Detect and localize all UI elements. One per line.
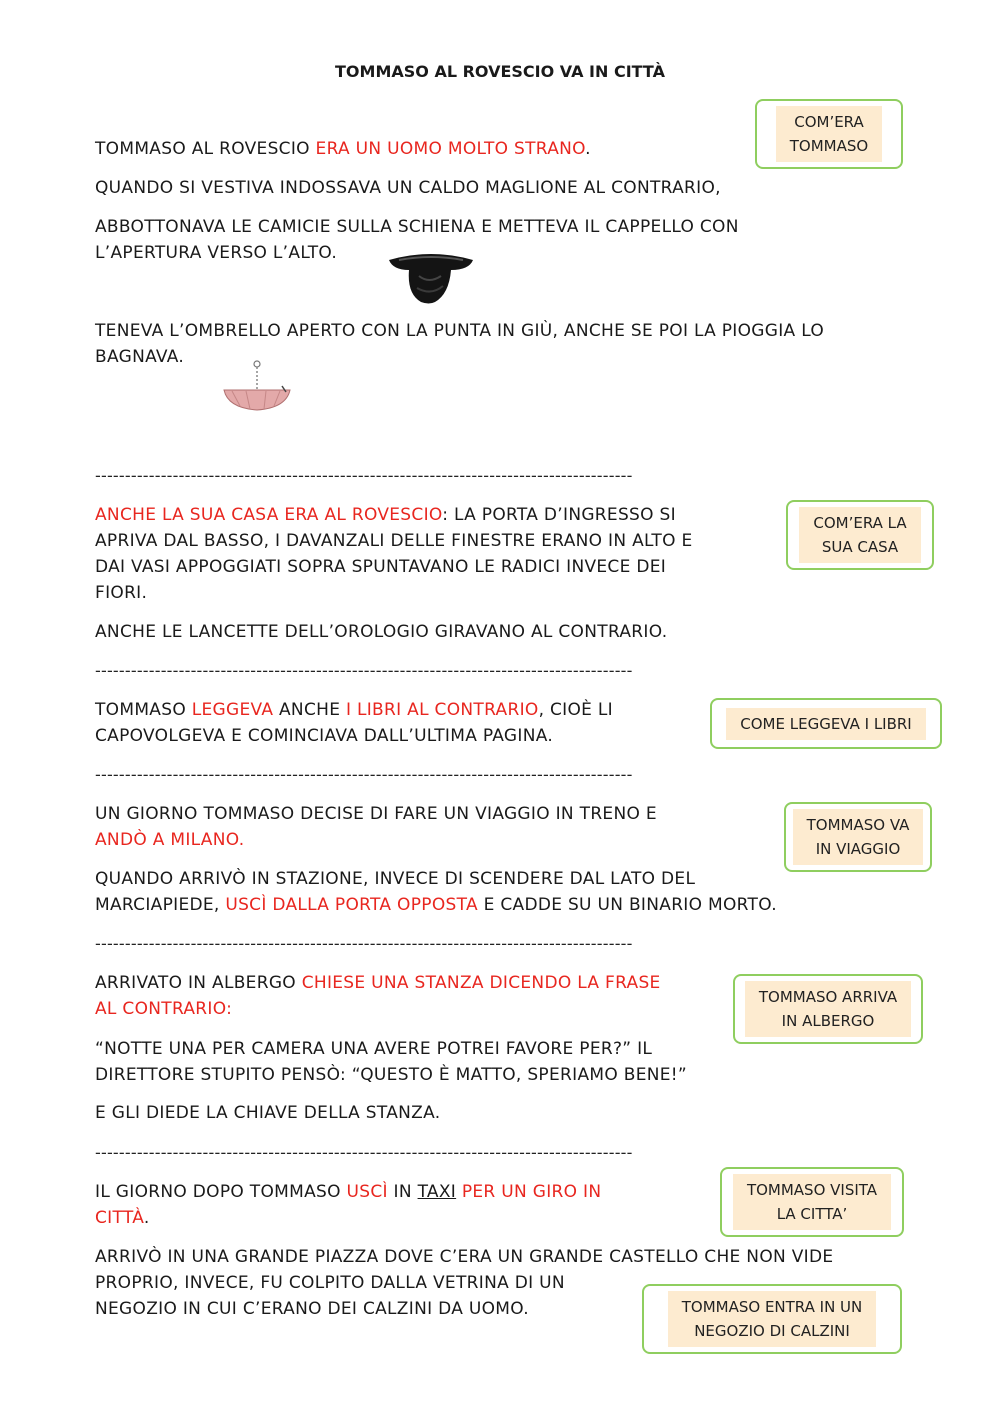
separator: ------------------------------------------------------------------------------------------ [95,1143,633,1162]
highlight-text: ANCHE LA SUA CASA ERA AL ROVESCIO [95,505,443,525]
highlight-text: I LIBRI AL CONTRARIO [345,700,539,720]
paragraph-13 [95,1179,601,1231]
text-line: FIORI. [95,583,148,603]
text: TOMMASO [95,700,192,720]
text: , CIOÈ LI [538,700,613,720]
label-text: COM’ERA LA SUA CASA [799,507,920,563]
underlined-text: TAXI [417,1182,457,1202]
paragraph-5 [95,502,693,606]
label-text: COM’ERA TOMMASO [776,106,882,162]
highlight-text: USCÌ [346,1182,388,1202]
text: TOMMASO AL ROVESCIO [95,139,316,159]
label-box-albergo[interactable] [733,974,923,1044]
label-text: TOMMASO VISITA LA CITTA’ [733,1174,891,1230]
paragraph-7 [95,697,613,749]
text: ANCHE [273,700,346,720]
label-box-viaggio[interactable] [784,802,932,872]
text-line: QUANDO ARRIVÒ IN STAZIONE, INVECE DI SCENDERE DAL LATO DEL [95,869,696,889]
text-line: UN GIORNO TOMMASO DECISE DI FARE UN VIAGGIO IN TRENO E [95,804,657,824]
text-line: DAI VASI APPOGGIATI SOPRA SPUNTAVANO LE RADICI INVECE DEI [95,557,667,577]
text-line: APRIVA DAL BASSO, I DAVANZALI DELLE FINESTRE ERANO IN ALTO E [95,531,693,551]
label-box-casa[interactable] [786,500,934,570]
highlight-text: LEGGEVA [191,700,274,720]
text: . [585,139,591,159]
label-box-citta[interactable] [720,1167,904,1237]
paragraph-4 [95,318,824,370]
highlight-text: ANDÒ A MILANO. [95,830,245,850]
label-box-tommaso[interactable] [755,99,903,169]
separator: ------------------------------------------------------------------------------------------ [95,765,633,784]
paragraph-8 [95,801,657,853]
text-line: PROPRIO, INVECE, FU COLPITO DALLA VETRINA DI UN [95,1273,565,1293]
text: ARRIVATO IN ALBERGO [95,973,302,993]
paragraph-10 [95,970,661,1022]
highlight-text: AL CONTRARIO: [95,999,233,1019]
paragraph-6: ANCHE LE LANCETTE DELL’OROLOGIO GIRAVANO AL CONTRARIO. [95,622,668,642]
highlight-text: ERA UN UOMO MOLTO STRANO [315,139,586,159]
highlight-text: PER UN GIRO IN [461,1182,602,1202]
label-text: COME LEGGEVA I LIBRI [726,708,925,740]
text-line: DIRETTORE STUPITO PENSÒ: “QUESTO È MATTO, SPERIAMO BENE!” [95,1065,688,1085]
highlight-text: CITTÀ [95,1208,144,1228]
paragraph-2: QUANDO SI VESTIVA INDOSSAVA UN CALDO MAGLIONE AL CONTRARIO, [95,178,721,198]
page-title: TOMMASO AL ROVESCIO VA IN CITTÀ [335,62,665,81]
highlight-text: USCÌ DALLA PORTA OPPOSTA [225,895,478,915]
text: MARCIAPIEDE, [95,895,226,915]
separator: ------------------------------------------------------------------------------------------ [95,934,633,953]
upside-down-hat-icon [385,250,477,306]
text: : LA PORTA D’INGRESSO SI [442,505,676,525]
text: E CADDE SU UN BINARIO MORTO. [477,895,777,915]
label-box-libri[interactable] [710,698,942,749]
text-line: TENEVA L’OMBRELLO APERTO CON LA PUNTA IN GIÙ, ANCHE SE POI LA PIOGGIA LO [95,321,825,341]
paragraph-1 [95,136,591,162]
text-line: “NOTTE UNA PER CAMERA UNA AVERE POTREI FAVORE PER?” IL [95,1039,653,1059]
text: IL GIORNO DOPO TOMMASO [95,1182,347,1202]
highlight-text: CHIESE UNA STANZA DICENDO LA FRASE [301,973,661,993]
text: . [143,1208,150,1228]
label-text: TOMMASO VA IN VIAGGIO [793,809,924,865]
text-line: NEGOZIO IN CUI C’ERANO DEI CALZINI DA UOMO. [95,1299,529,1319]
paragraph-9 [95,866,777,918]
upside-down-umbrella-icon [220,358,296,416]
text-line: ABBOTTONAVA LE CAMICIE SULLA SCHIENA E METTEVA IL CAPPELLO CON [95,217,739,237]
label-text: TOMMASO ENTRA IN UN NEGOZIO DI CALZINI [668,1291,877,1347]
label-text: TOMMASO ARRIVA IN ALBERGO [745,981,911,1037]
paragraph-11 [95,1036,687,1088]
text: IN [387,1182,418,1202]
label-box-calzini[interactable] [642,1284,902,1354]
text-line: L’APERTURA VERSO L’ALTO. [95,243,338,263]
text-line: CAPOVOLGEVA E COMINCIAVA DALL’ULTIMA PAGINA. [95,726,554,746]
separator: ------------------------------------------------------------------------------------------ [95,466,633,485]
separator: ------------------------------------------------------------------------------------------ [95,661,633,680]
text-line: ARRIVÒ IN UNA GRANDE PIAZZA DOVE C’ERA UN GRANDE CASTELLO CHE NON VIDE [95,1247,834,1267]
text-line: BAGNAVA. [95,347,185,367]
paragraph-12: E GLI DIEDE LA CHIAVE DELLA STANZA. [95,1103,441,1123]
